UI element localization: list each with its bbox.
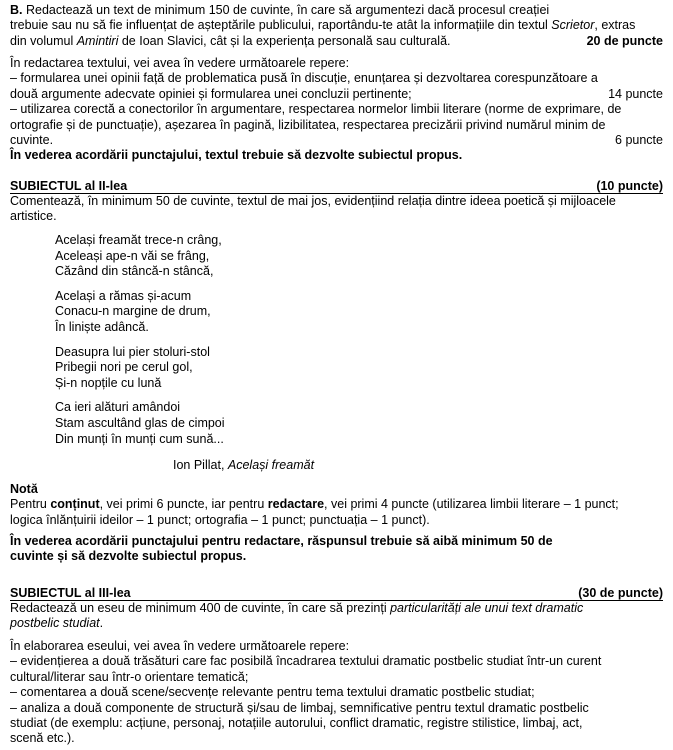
poem-verse: Căzând din stâncă-n stâncă,: [55, 264, 214, 279]
subject-2-bold-note: În vederea acordării punctajului pentru redactare, răspunsul trebuie să aibă minimum 50 de cuvinte și să dezvolte subiectul propus.: [10, 534, 553, 564]
criterion-2: – comentarea a două scene/secvențe relevante pentru tema textului dramatic postbelic studiat;: [10, 685, 535, 700]
criterion-3-line2: studiat (de exemplu: acțiune, personaj, notațiile autorului, conflict dramatic, registre stilistice, limbaj, act,: [10, 716, 583, 731]
subject-2-title: SUBIECTUL al II-lea: [10, 179, 128, 193]
criterion-2-points: 6 puncte: [615, 133, 663, 148]
criterion-1-line1: – formularea unei opinii față de problematica pusă în discuție, enunțarea și dezvoltarea corespunzătoare a: [10, 71, 598, 86]
subject-2-instructions: Comentează, în minimum 50 de cuvinte, textul de mai jos, evidențiind relația dintre ideea poetică și mijloacele artistice.: [10, 194, 616, 224]
poem-verse: Deasupra lui pier stoluri-stol: [55, 344, 210, 359]
section-b-line3: din volumul Amintiri de Ioan Slavici, cât și la experiența personală sau culturală. 20 de puncte: [10, 33, 663, 48]
criterion-1-line1: – evidențierea a două trăsături care fac posibilă încadrarea textului dramatic postbelic studiat într-un curent: [10, 654, 602, 669]
poem-verse: În liniște adâncă.: [55, 319, 149, 334]
poem-author: Ion Pillat,: [173, 458, 228, 472]
poem-verse: Același a rămas și-acum: [55, 288, 192, 303]
note-title: Notă: [10, 482, 38, 496]
poem-stanza-2: [55, 289, 225, 336]
criterion-1-line2: două argumente adecvate opiniei și formularea unei concluzii pertinente; 14 puncte: [10, 86, 663, 101]
poem-verse: Și-n nopțile cu lună: [55, 375, 162, 390]
poem-verse: Aceleași ape-n văi se frâng,: [55, 248, 210, 263]
criterion-2-line3: cuvinte. 6 puncte: [10, 133, 663, 148]
poem-verse: Din munți în munți cum sună...: [55, 431, 224, 446]
subject-3-instructions: Redactează un eseu de minimum 400 de cuvinte, în care să prezinți particularități ale unui text dramatic postbelic studiat.: [10, 601, 584, 631]
poem: [55, 233, 225, 456]
subject-3-criteria: [10, 639, 663, 747]
poem-verse: Același freamăt trece-n crâng,: [55, 233, 222, 247]
poem-stanza-3: [55, 345, 225, 392]
section-b-criteria: [10, 56, 663, 164]
poem-verse: Ca ieri alături amândoi: [55, 400, 181, 415]
criteria-intro: În redactarea textului, vei avea în vedere următoarele repere:: [10, 56, 350, 70]
criterion-1-points: 14 puncte: [608, 86, 663, 101]
subject-2-note: [10, 482, 663, 528]
criteria-intro: În elaborarea eseului, vei avea în vedere următoarele repere:: [10, 639, 350, 653]
subject-3-points: (30 de puncte): [578, 586, 663, 600]
section-b-label: B.: [10, 3, 23, 17]
poem-title: Același freamăt: [227, 458, 315, 472]
subject-2-points: (10 puncte): [596, 179, 663, 193]
subject-3-title: SUBIECTUL al III-lea: [10, 586, 131, 600]
section-b-points: 20 de puncte: [586, 33, 663, 48]
criterion-3-line3: scenă etc.).: [10, 731, 75, 746]
criterion-2-line2: ortografie și de punctuație), așezarea în pagină, lizibilitatea, respectarea precizării privind numărul minim de: [10, 117, 606, 132]
poem-stanza-4: [55, 400, 225, 447]
criterion-1-line2: cultural/literar sau într-o orientare tematică;: [10, 669, 249, 684]
note-line1: Pentru conținut, vei primi 6 puncte, iar pentru redactare, vei primi 4 puncte (utilizarea limbii literare – 1 punct;: [10, 497, 619, 512]
section-b-bold-note: În vederea acordării punctajului, textul trebuie să dezvolte subiectul propus.: [10, 148, 463, 163]
criterion-2-line1: – utilizarea corectă a conectorilor în argumentare, respectarea normelor limbii literare (norme de exprimare, de: [10, 102, 622, 117]
note-line2: logica înlănțuirii ideilor – 1 punct; ortografia – 1 punct; punctuația – 1 punct).: [10, 512, 430, 527]
section-b: [10, 3, 663, 49]
poem-verse: Stam ascultând glas de cimpoi: [55, 415, 225, 430]
poem-stanza-1: [55, 233, 225, 280]
section-b-line1: B. Redactează un text de minimum 150 de cuvinte, în care să argumentezi dacă procesul creației: [10, 3, 550, 17]
subject-3-header: [10, 586, 663, 601]
subject-2-header: [10, 179, 663, 194]
poem-verse: Conacu-n margine de drum,: [55, 304, 211, 319]
criterion-3-line1: – analiza a două componente de structură și/sau de limbaj, semnificative pentru textul dramatic postbelic: [10, 700, 589, 715]
poem-verse: Pribegii nori pe cerul gol,: [55, 360, 193, 375]
poem-attribution: [173, 458, 314, 473]
section-b-line2: trebuie sau nu să fie influențat de așteptările publicului, raportându-te atât la informațiile din textul Scrietor, extras: [10, 18, 636, 33]
